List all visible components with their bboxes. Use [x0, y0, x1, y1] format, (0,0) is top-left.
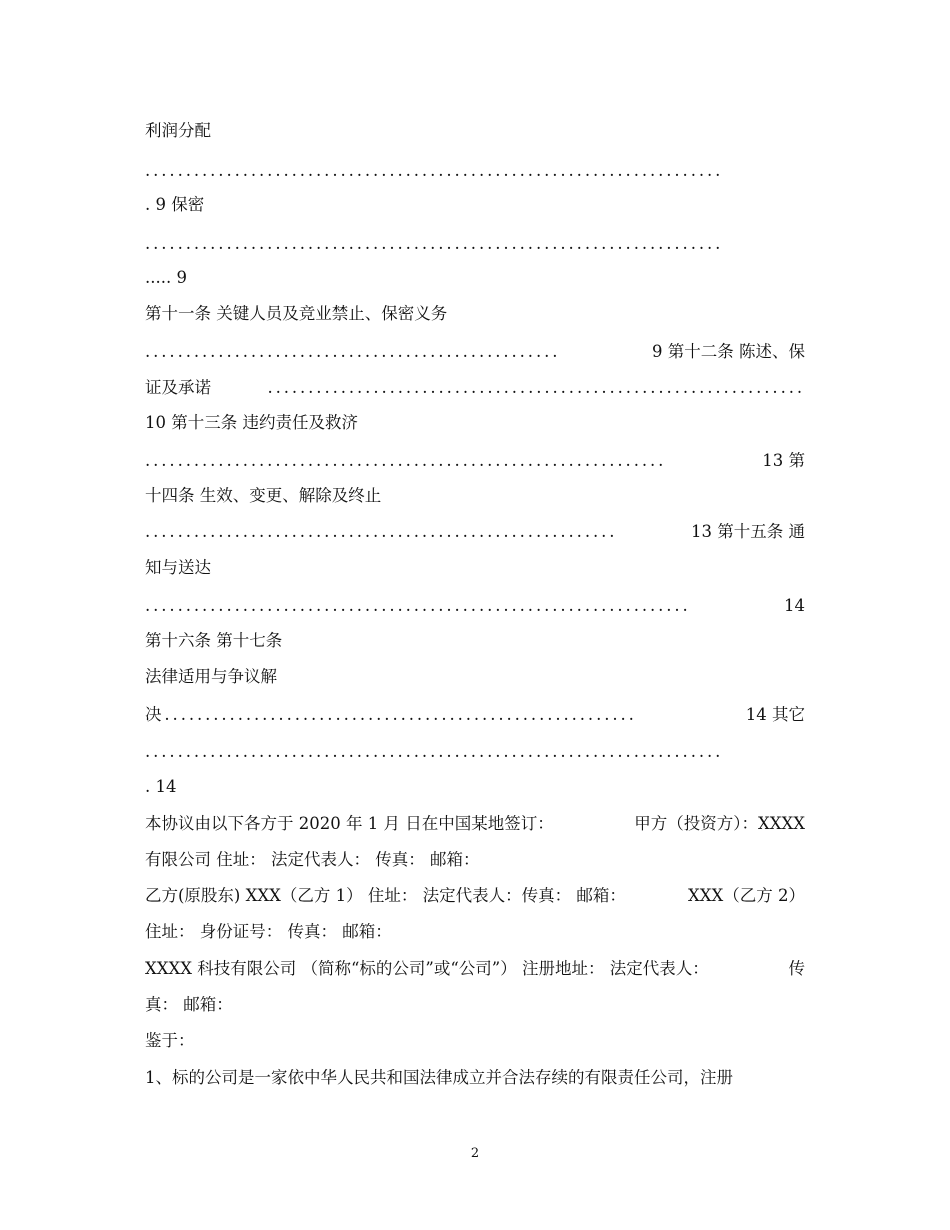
- toc-line: [145, 594, 805, 618]
- body-line: [145, 812, 805, 836]
- toc-leader-dots: ................................................................: [145, 451, 667, 470]
- toc-text: .......................................................................: [145, 234, 724, 253]
- toc-line: [145, 376, 805, 400]
- body-text: XXXX 科技有限公司 （简称“标的公司”或“公司”） 注册地址： 法定代表人：: [145, 959, 709, 978]
- toc-text: 13 第十五条 通: [691, 522, 805, 541]
- body-text: 传: [788, 959, 805, 978]
- toc-line: [145, 119, 805, 143]
- toc-line: [145, 629, 805, 653]
- toc-leader-dots: [145, 740, 805, 764]
- toc-leader-dots: ..................................................................: [267, 378, 805, 397]
- body-line: [145, 993, 805, 1017]
- body-text: 住址： 身份证号： 传真： 邮箱：: [145, 922, 392, 941]
- toc-line: [145, 484, 805, 508]
- toc-line: [145, 520, 805, 544]
- body-text: 乙方(原股东) XXX（乙方 1） 住址： 法定代表人：传真： 邮箱：: [145, 886, 626, 905]
- body-text: 本协议由以下各方于 2020 年 1 月 日在中国某地签订：: [145, 814, 554, 833]
- body-line: [145, 920, 805, 944]
- body-text: 鉴于：: [145, 1031, 195, 1050]
- toc-leader-dots: ...................................................................: [145, 596, 691, 615]
- toc-line: [145, 665, 805, 689]
- toc-leader-dots: [145, 159, 805, 183]
- toc-text: 利润分配: [145, 121, 211, 140]
- toc-text: .......................................................................: [145, 161, 724, 180]
- toc-text: ..... 9: [145, 268, 187, 287]
- body-line: [145, 1029, 805, 1053]
- body-text: XXX（乙方 2）: [688, 886, 805, 905]
- toc-line: [145, 340, 805, 364]
- toc-line: [145, 302, 805, 326]
- body-text: 真： 邮箱：: [145, 995, 233, 1014]
- toc-text: .......................................................................: [145, 742, 724, 761]
- body-line: [145, 884, 805, 908]
- toc-line: [145, 193, 805, 217]
- body-line: [145, 957, 805, 981]
- toc-text: 证及承诺: [145, 378, 211, 397]
- body-line: [145, 848, 805, 872]
- toc-text: 14: [784, 596, 805, 615]
- toc-text: . 14: [145, 777, 177, 796]
- toc-text: 9 第十二条 陈述、保: [652, 342, 805, 361]
- body-text: 甲方（投资方）：XXXX: [634, 814, 805, 833]
- toc-leader-dots: ...................................................: [145, 342, 561, 361]
- toc-leader-dots: [145, 232, 805, 256]
- body-text: 1、标的公司是一家依中华人民共和国法律成立并合法存续的有限责任公司，注册: [145, 1068, 733, 1087]
- toc-line: [145, 775, 805, 799]
- body-line: [145, 1066, 805, 1090]
- toc-text: 10 第十三条 违约责任及救济: [145, 413, 358, 432]
- toc-line: [145, 266, 805, 290]
- toc-text: 十四条 生效、变更、解除及终止: [145, 486, 382, 505]
- toc-line: [145, 556, 805, 580]
- toc-line: [145, 449, 805, 473]
- toc-text: 13 第: [762, 451, 805, 470]
- body-text: 有限公司 住址： 法定代表人： 传真： 邮箱：: [145, 850, 480, 869]
- toc-leader-dots: ..........................................................: [145, 522, 618, 541]
- page-number: 2: [470, 1146, 480, 1161]
- toc-text: 第十一条 关键人员及竞业禁止、保密义务: [145, 304, 448, 323]
- toc-text: 第十六条 第十七条: [145, 631, 283, 650]
- toc-text: 法律适用与争议解: [145, 667, 277, 686]
- toc-line: [145, 411, 805, 435]
- toc-text: 14 其它: [745, 705, 805, 724]
- toc-text: . 9 保密: [145, 195, 205, 214]
- toc-line: [145, 703, 805, 727]
- toc-text: 知与送达: [145, 558, 211, 577]
- toc-text: 决..........................................................: [145, 705, 637, 724]
